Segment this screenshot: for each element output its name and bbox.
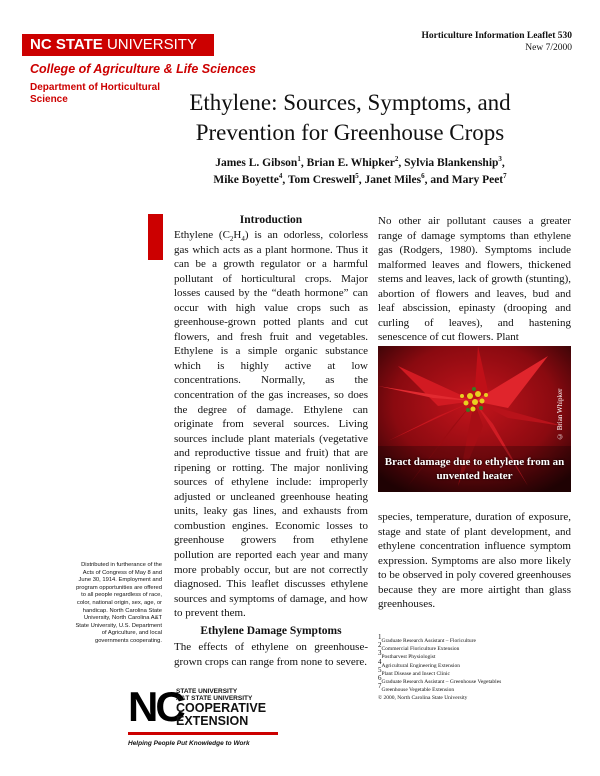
footnote: $^3$Postharvest Physiologist: [378, 649, 436, 661]
nc-logo-mark: NC: [128, 683, 183, 730]
symptoms-continued-paragraph: species, temperature, duration of exposure, stage and state of plant development, and ethylene concentration influence symptom expression. Symptoms are also more likely to be observed in poly covered greenhouses because they are more airtight than glass greenhouses.: [378, 511, 571, 611]
author-line-2: Mike Boyette$^4$, Tom Creswell$^5$, Janet Miles$^6$, and Mary Peet$^7$: [213, 172, 507, 186]
symptoms-paragraph: No other air pollutant causes a greater range of damage symptoms than ethylene gas (Rodgers, 1980). Symptoms include malformed leaves and flowers, thickened stems and leaves, lack of growth (stunting), abortion of flowers and leaves, bud and leaf abscission, epinasty (drooping and curling of leaves), and hastening senescence of cut flowers. Plant: [378, 215, 571, 344]
author-line-1: James L. Gibson$^1$, Brian E. Whipker$^2$, Sylvia Blankenship$^3$,: [215, 155, 505, 169]
intro-paragraph: Ethylene $(C_2H_4)$ is an odorless, colorless gas which acts as a plant hormone. Thus it can be a growth regulator or a harmful pollutant of horticultural crops. Major losses caused by the “death hormone” can occur with high value crops such as greenhouse-grown potted plants and cut flowers, and fresh fruit and vegetables. Ethylene is a simple organic substance which is highly active at low concentrations. Normally, as the concentration of the gas increases, so does the degree of damage. Ethylene can originate from several sources. Living sources include plant materials (vegetative and reproductive tissue and fruit) that are ripening or rotting. The major nonliving sources of ethylene include: improperly adjusted or uncleaned greenhouse heating units, leaky gas lines, and exhausts from combustion engines. Economic losses to greenhouse growers from ethylene pollution are reported each year and many more probably occur, but are not correctly diagnosed. This leaflet discusses ethylene sources and symptoms of damage, and how to prevent them.: [174, 229, 368, 620]
author-name: Janet Miles: [364, 174, 422, 186]
footnote: $^2$Commercial Floriculture Extension: [378, 641, 460, 653]
photo-credit: © Brian Whipker: [556, 388, 564, 440]
footnote: $^6$Graduate Research Assistant – Greenhouse Vegetables: [378, 674, 502, 686]
footnote: $^5$Plant Disease and Insect Clinic: [378, 665, 450, 677]
extension-logo: [128, 683, 318, 758]
author-name: Tom Creswell: [287, 174, 356, 186]
page-title: Ethylene: Sources, Symptoms, and Prevention for Greenhouse Crops: [189, 90, 511, 145]
footnote: $^7$Greenhouse Vegetable Extension: [378, 682, 455, 694]
author-name: Sylvia Blankenship: [404, 157, 499, 169]
logo-universities: STATE UNIVERSITY A&T STATE UNIVERSITY: [176, 688, 253, 702]
logo-extension: COOPERATIVE EXTENSION: [176, 701, 267, 728]
photo-caption: Bract damage due to ethylene from an unvented heater: [384, 456, 565, 482]
copyright: © 2000, North Carolina State University: [378, 695, 468, 702]
leaflet-date: New 7/2000: [525, 43, 572, 53]
author-name: Mary Peet: [451, 174, 504, 186]
footnotes: [378, 633, 571, 703]
department-name: Department of Horticultural Science: [30, 82, 161, 105]
leaflet-info: [422, 30, 572, 54]
ncsu-wordmark: NC STATE UNIVERSITY: [22, 34, 214, 56]
logo-rule: [128, 732, 278, 735]
damage-paragraph: The effects of ethylene on greenhouse-grown crops can range from none to severe.: [174, 641, 368, 668]
accent-bar: [148, 214, 163, 260]
author-name: Mike Boyette: [213, 174, 279, 186]
author-name: Brian E. Whipker: [306, 157, 395, 169]
college-name: College of Agriculture & Life Sciences: [30, 62, 256, 76]
leaflet-id: Horticulture Information Leaflet 530: [421, 31, 572, 41]
logo-tagline: Helping People Put Knowledge to Work: [128, 740, 250, 747]
damage-heading: Ethylene Damage Symptoms: [200, 625, 342, 637]
footnote: $^4$Agricultural Engineering Extension: [378, 657, 461, 669]
footnote: $^1$Graduate Research Assistant – Floriculture: [378, 633, 476, 644]
distribution-statement: Distributed in furtherance of the Acts of Congress of May 8 and June 30, 1914. Employment and program opportunities are offered to all people regardless of race, color, national origin, sex, age, or handicap. North Carolina State University, North Carolina A&T State University, U.S. Department of Agriculture, and local governments cooperating.: [75, 562, 162, 644]
author-list: [150, 155, 570, 189]
intro-heading: Introduction: [239, 214, 303, 226]
author-name: James L. Gibson: [215, 157, 298, 169]
